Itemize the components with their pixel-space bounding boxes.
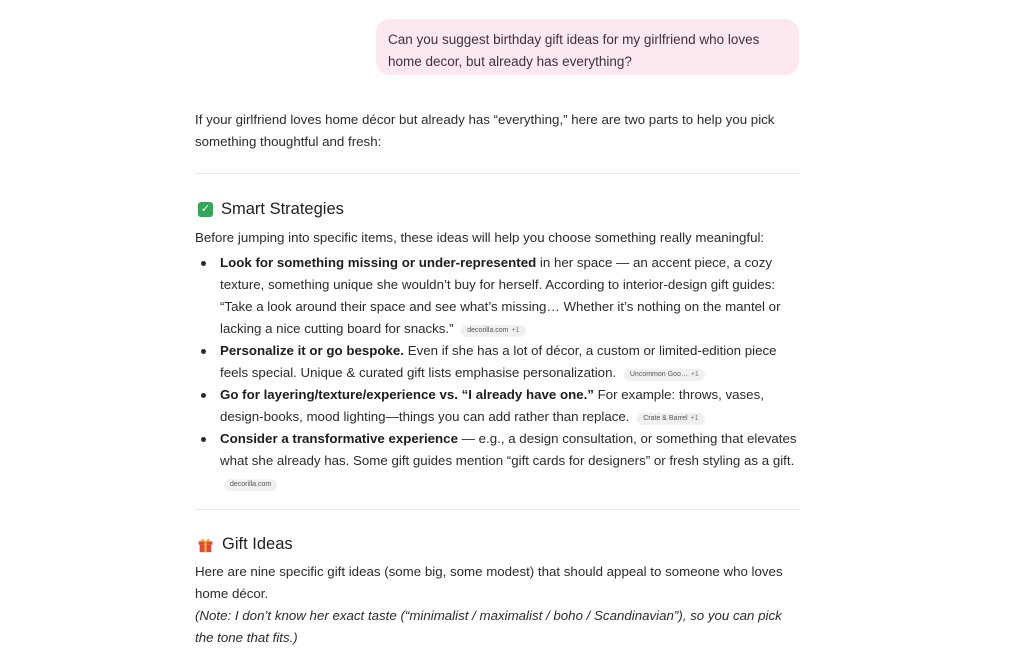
list-item-text: — e.g., a design consultation, or something that elevates what she already has. Some gift guides mention “gift cards for designers” or fresh styling as a gift. — [220, 431, 797, 468]
gifts-note: (Note: I don’t know her exact taste (“minimalist / maximalist / boho / Scandinavian”), so you can pick the tone that fits.) — [195, 608, 782, 645]
source-chip-label: Crate & Barrel — [643, 415, 688, 422]
check-mark-icon: ✓ — [198, 202, 213, 217]
source-chip[interactable] — [224, 479, 277, 491]
strategies-heading-text: Smart Strategies — [221, 199, 344, 218]
user-message-text: Can you suggest birthday gift ideas for my girlfriend who loves home decor, but already has everything? — [388, 32, 760, 69]
list-item — [220, 428, 799, 494]
source-chip[interactable] — [461, 325, 525, 337]
assistant-response — [195, 109, 799, 649]
source-chip-more: +1 — [511, 327, 520, 334]
list-item-text: For example: throws, vases, design-books, mood lighting—things you can add rather than replace. — [220, 387, 764, 424]
source-chip-label: decorilla.com — [467, 327, 509, 334]
list-item-bold: Go for layering/texture/experience vs. “I already have one.” — [220, 387, 594, 402]
gifts-lead: Here are nine specific gift ideas (some big, some modest) that should appeal to someone who loves home décor. — [195, 564, 783, 601]
list-item-text: Even if she has a lot of décor, a custom or limited-edition piece feels special. Unique & curated gift lists emphasise personalization. — [220, 343, 777, 380]
list-item-text: in her space — an accent piece, a cozy texture, something unique she wouldn’t buy for herself. According to interior-design gift guides: “Take a look around their space and see what’s missing… Whether it’s nothing on the mantel or lacking a nice cutting board for snacks.” — [220, 255, 781, 336]
section-divider — [195, 173, 799, 174]
gift-icon — [197, 536, 214, 553]
source-chip-more: +1 — [690, 415, 699, 422]
gifts-heading — [195, 533, 799, 555]
source-chip[interactable] — [624, 369, 705, 381]
list-item-bold: Personalize it or go bespoke. — [220, 343, 404, 358]
list-item — [220, 252, 799, 340]
intro-paragraph: If your girlfriend loves home décor but already has “everything,” here are two parts to help you pick something thoughtful and fresh: — [195, 112, 775, 149]
source-chip[interactable] — [637, 413, 704, 425]
gifts-heading-text: Gift Ideas — [222, 534, 293, 553]
source-chip-label: decorilla.com — [230, 481, 272, 488]
strategies-heading — [195, 198, 799, 220]
user-message-bubble — [376, 19, 799, 75]
list-item — [220, 340, 799, 384]
list-item — [220, 384, 799, 428]
source-chip-more: +1 — [690, 371, 699, 378]
list-item-bold: Consider a transformative experience — [220, 431, 458, 446]
strategies-lead: Before jumping into specific items, these ideas will help you choose something really meaningful: — [195, 230, 765, 245]
list-item-bold: Look for something missing or under-represented — [220, 255, 537, 270]
strategies-list — [195, 252, 799, 494]
section-divider — [195, 509, 799, 510]
source-chip-label: Uncommon Goo… — [629, 371, 688, 378]
